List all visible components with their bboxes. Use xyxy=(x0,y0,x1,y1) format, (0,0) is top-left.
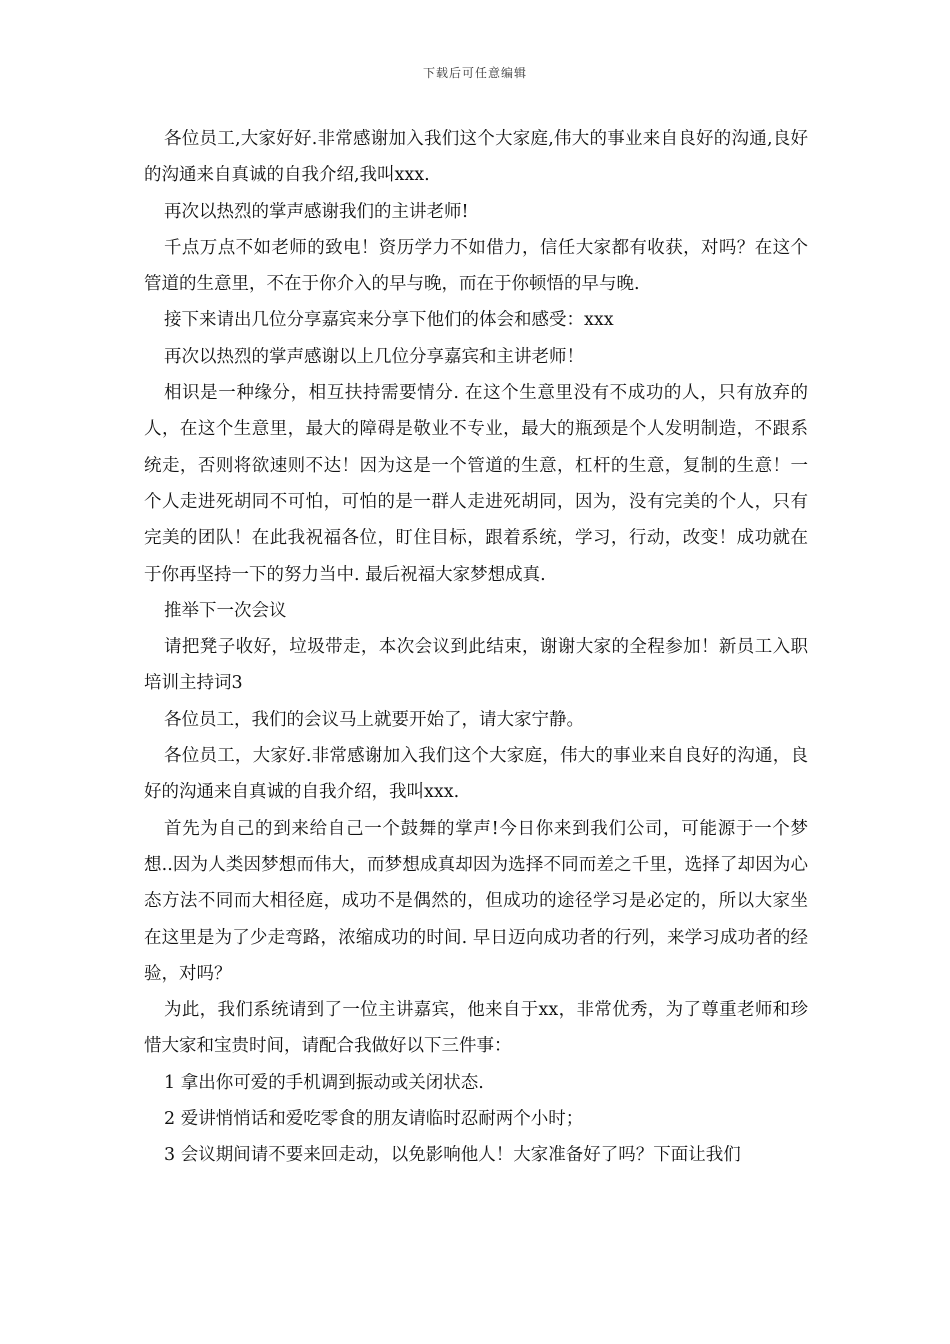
paragraph: 各位员工，我们的会议马上就要开始了，请大家宁静。 xyxy=(164,709,584,730)
paragraph: 相识是一种缘分，相互扶持需要情分. 在这个生意里没有不成功的人，只有放弃的人，在这个生意里，最大的障碍是敬业不专业，最大的瓶颈是个人发明制造，不跟系统走，否则将欲速则不达！因为这是一个管道的生意，杠杆的生意，复制的生意！一个人走进死胡同不可怕，可怕的是一群人走进死胡同，因为，没有完美的个人，只有完美的团队！在此我祝福各位，盯住目标，跟着系统，学习，行动，改变！成功就在于你再坚持一下的努力当中. 最后祝福大家梦想成真. xyxy=(144,383,808,585)
paragraph: 再次以热烈的掌声感谢以上几位分享嘉宾和主讲老师！ xyxy=(164,346,584,367)
list-item: 2 爱讲悄悄话和爱吃零食的朋友请临时忍耐两个小时； xyxy=(164,1109,584,1130)
paragraph: 各位员工，大家好.非常感谢加入我们这个大家庭，伟大的事业来自良好的沟通，良好的沟通来自真诚的自我介绍，我叫xxx. xyxy=(144,746,808,803)
paragraph: 再次以热烈的掌声感谢我们的主讲老师! xyxy=(164,201,469,222)
document-body xyxy=(144,121,808,1174)
paragraph: 首先为自己的到来给自己一个鼓舞的掌声!今日你来到我们公司，可能源于一个梦想..因为人类因梦想而伟大，而梦想成真却因为选择不同而差之千里，选择了却因为心态方法不同而大相径庭，成功不是偶然的，但成功的途径学习是必定的，所以大家坐在这里是为了少走弯路，浓缩成功的时间. 早日迈向成功者的行列，来学习成功者的经验，对吗？ xyxy=(144,818,808,984)
list-item: 3 会议期间请不要来回走动，以免影响他人！大家准备好了吗？下面让我们 xyxy=(164,1145,741,1166)
list-item: 1 拿出你可爱的手机调到振动或关闭状态. xyxy=(164,1072,484,1093)
paragraph: 为此，我们系统请到了一位主讲嘉宾，他来自于xx，非常优秀，为了尊重老师和珍惜大家和宝贵时间，请配合我做好以下三件事： xyxy=(144,1000,808,1057)
paragraph: 请把凳子收好，垃圾带走，本次会议到此结束，谢谢大家的全程参加！新员工入职培训主持词3 xyxy=(144,637,808,694)
paragraph: 千点万点不如老师的致电！资历学力不如借力，信任大家都有收获，对吗？在这个管道的生意里，不在于你介入的早与晚，而在于你顿悟的早与晚. xyxy=(144,237,808,295)
page-header: 下载后可任意编辑 xyxy=(422,66,527,80)
paragraph: 接下来请出几位分享嘉宾来分享下他们的体会和感受：xxx xyxy=(164,310,614,331)
paragraph: 各位员工,大家好好.非常感谢加入我们这个大家庭,伟大的事业来自良好的沟通,良好的沟通来自真诚的自我介绍,我叫xxx. xyxy=(144,129,808,186)
paragraph: 推举下一次会议 xyxy=(164,600,287,621)
